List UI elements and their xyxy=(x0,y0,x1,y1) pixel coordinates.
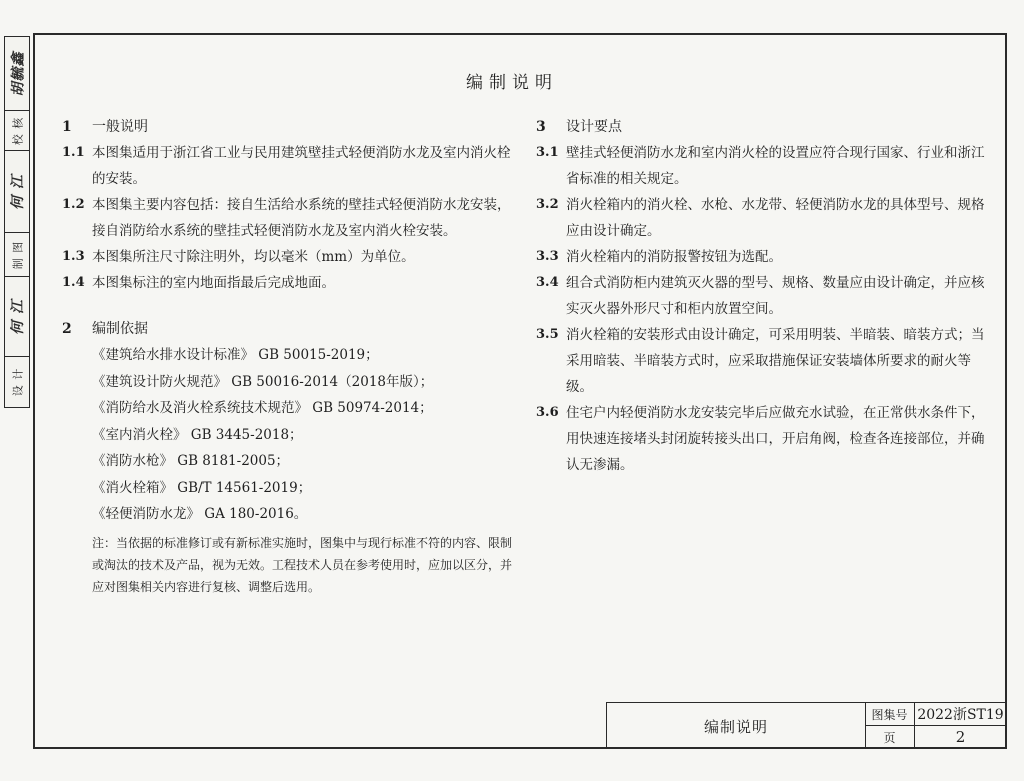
design-label: 设 计 xyxy=(11,367,24,396)
standard-reference: 《消火栓箱》 GB/T 14561-2019； xyxy=(92,479,312,496)
list-item: 3.1 壁挂式轻便消防水龙和室内消火栓的设置应符合现行国家、行业和浙江省标准的相关规定。 xyxy=(536,145,985,187)
list-item: 3.5 消火栓箱的安装形式由设计确定，可采用明装、半暗装、暗装方式；当采用暗装、半暗装方式时，应采取措施保证安装墙体所要求的耐火等级。 xyxy=(536,327,985,395)
section-number: 2 xyxy=(62,321,72,337)
drafter-signature: 何 江 xyxy=(5,277,29,357)
list-item: 3.2 消火栓箱内的消火栓、水枪、水龙带、轻便消防水龙的具体型号、规格应由设计确定。 xyxy=(536,197,985,239)
list-item: 3.4 组合式消防柜内建筑灭火器的型号、规格、数量应由设计确定，并应核实灭火器外形尺寸和柜内放置空间。 xyxy=(536,275,985,317)
note-text: 注：当依据的标准修订或有新标准实施时，图集中与现行标准不符的内容、限制或淘汰的技术及产品，视为无效。工程技术人员在参考使用时，应加以区分，并应对图集相关内容进行复核、调整后选用。 xyxy=(92,535,513,594)
standard-reference: 《室内消火栓》 GB 3445-2018； xyxy=(92,426,303,443)
section-title: 编制依据 xyxy=(92,321,148,337)
list-item: 1.4 本图集标注的室内地面指最后完成地面。 xyxy=(62,275,335,291)
page-label: 页 xyxy=(865,726,915,748)
left-column xyxy=(62,114,522,598)
section-number: 1 xyxy=(62,119,72,135)
list-item: 1.1 本图集适用于浙江省工业与民用建筑壁挂式轻便消防水龙及室内消火栓的安装。 xyxy=(62,145,511,187)
atlas-number-label: 图集号 xyxy=(865,703,915,726)
list-item: 1.3 本图集所注尺寸除注明外，均以毫米（mm）为单位。 xyxy=(62,249,415,265)
section-title: 设计要点 xyxy=(566,119,622,135)
section-title: 一般说明 xyxy=(92,119,148,135)
page-number: 2 xyxy=(955,728,966,746)
standard-reference: 《消防给水及消火栓系统技术规范》 GB 50974-2014； xyxy=(92,400,433,416)
section-heading xyxy=(62,114,522,140)
drafting-label: 制 图 xyxy=(5,233,29,277)
page-title: 编制说明 xyxy=(466,73,558,93)
section-number: 3 xyxy=(536,119,546,135)
standard-reference: 《建筑设计防火规范》 GB 50016-2014（2018年版）； xyxy=(92,373,434,390)
list-item: 3.3 消火栓箱内的消防报警按钮为选配。 xyxy=(536,249,782,265)
atlas-number-value: 2022浙ST19 xyxy=(915,703,1006,726)
standard-reference: 《轻便消防水龙》 GA 180-2016。 xyxy=(92,506,308,522)
list-item: 1.2 本图集主要内容包括：接自生活给水系统的壁挂式轻便消防水龙安装，接自消防给水系统的壁挂式轻便消防水龙及室内消火栓安装。 xyxy=(62,197,511,239)
section-heading xyxy=(536,114,986,140)
check-label: 校 核 xyxy=(5,111,29,151)
title-block xyxy=(606,702,1007,749)
title-block-name: 编制说明 xyxy=(607,703,866,749)
section-heading xyxy=(62,316,522,342)
right-column xyxy=(536,114,986,478)
standard-reference: 《消防水枪》 GB 8181-2005； xyxy=(92,453,290,469)
reviewer-signature: 胡毓鑫 xyxy=(5,37,29,111)
list-item: 3.6 住宅户内轻便消防水龙安装完毕后应做充水试验，在正常供水条件下，用快速连接堵头封闭旋转接头出口，开启角阀，检查各连接部位，并确认无渗漏。 xyxy=(536,405,985,473)
checker-signature: 何 江 xyxy=(5,151,29,233)
standard-reference: 《建筑给水排水设计标准》 GB 50015-2019； xyxy=(92,347,379,363)
